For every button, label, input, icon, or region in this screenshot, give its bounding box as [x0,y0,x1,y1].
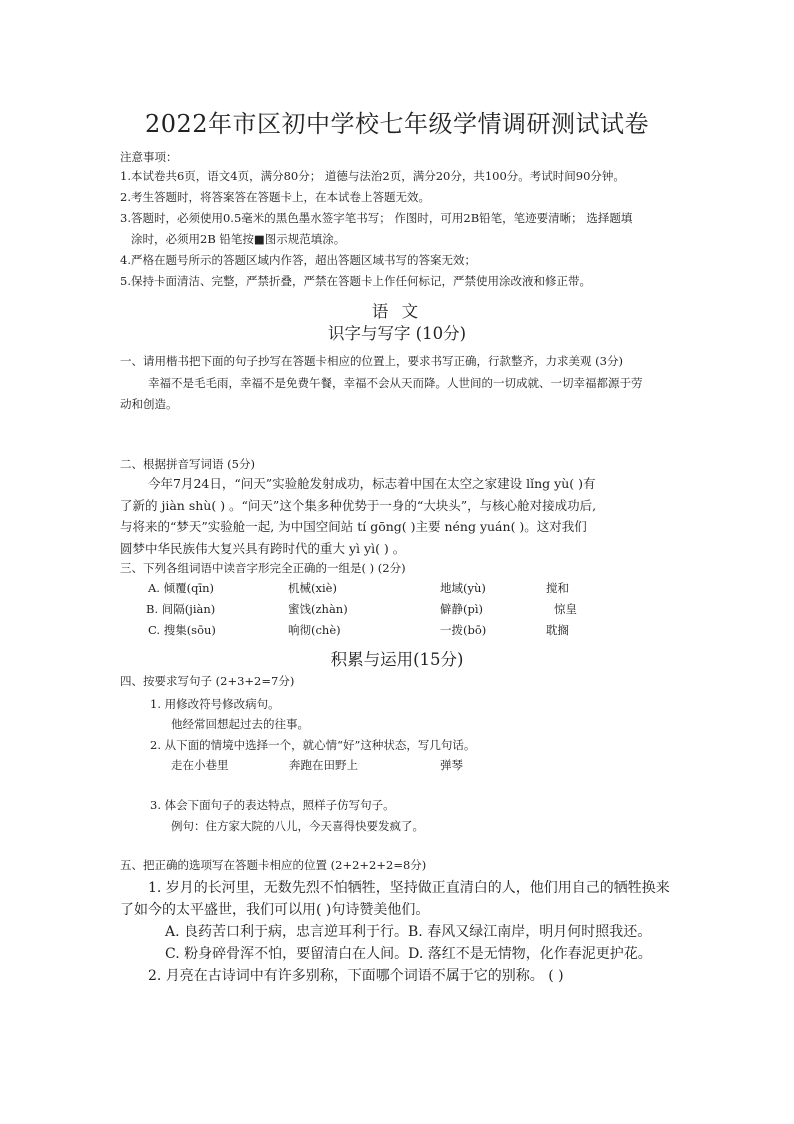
question-prompt: 一、请用楷书把下面的句子抄写在答题卡相应的位置上，要求书写正确，行款整齐，力求美观 (3分) [120,354,623,368]
answer-options: A. 良药苦口利于病，忠言逆耳利于行。B. 春风又绿江南岸，明月何时照我还。 [165,924,652,940]
subject-heading: 语 文 [371,302,423,321]
sub-question: 3. 体会下面句子的表达特点，照样子仿写句子。 [150,798,395,812]
question-text: 2. 月亮在古诗词中有许多别称，下面哪个词语不属于它的别称。 ( ) [148,968,564,984]
question-prompt: 三、下列各组词语中读音字形完全正确的一组是( ) (2分) [120,561,406,575]
option-cell: 一拨(bō) [440,623,487,637]
question-text: 今年7月24日，“问天”实验舱发射成功，标志着中国在太空之家建设 lǐng yù( )有 [148,476,596,491]
sub-question: 2. 从下面的情境中选择一个，就心情“好”这种状态，写几句话。 [150,738,476,752]
option-cell: A. 倾覆(qīn) [148,581,215,595]
scenario-option: 奔跑在田野上 [289,758,358,772]
question-text: 了如今的太平盛世，我们可以用( )句诗赞美他们。 [120,902,430,918]
section-heading: 识字与写字 (10分) [327,324,467,343]
option-cell: 搅和 [546,581,569,595]
notice-item: 4.严格在题号所示的答题区域内作答，超出答题区域书写的答案无效； [120,253,476,267]
notice-heading: 注意事项： [120,150,178,164]
notice-item: 5.保持卡面清洁、完整，严禁折叠，严禁在答题卡上作任何标记，严禁使用涂改液和修正带。 [120,274,591,288]
question-text: 与将来的“梦天”实验舱一起, 为中国空间站 tí gōng( )主要 néng yuán( )。这对我们 [120,519,587,534]
question-text: 动和创造。 [120,397,178,411]
question-text: 幸福不是毛毛雨，幸福不是免费午餐，幸福不会从天而降。人世间的一切成就、一切幸福都源于劳 [148,376,643,390]
option-cell: B. 间隔(jiàn) [146,602,216,616]
sub-question: 1. 用修改符号修改病句。 [150,697,280,711]
question-text: 圆梦中华民族伟大复兴具有跨时代的重大 yì yì( ) 。 [120,541,406,556]
option-cell: 耽搁 [546,623,569,637]
scenario-option: 弹琴 [440,758,463,772]
question-text: 1. 岁月的长河里，无数先烈不怕牺牲，坚持做正直清白的人，他们用自己的牺牲换来 [148,880,670,896]
question-text: 了新的 jiàn shù( ) 。“问天”这个集多种优势于一身的“大块头”，与核心舱对接成功后, [120,498,597,513]
exam-title: 2022年市区初中学校七年级学情调研测试试卷 [144,110,650,138]
option-cell: 地域(yù) [440,581,486,595]
option-cell: 机械(xiè) [288,581,337,595]
option-cell: 响彻(chè) [288,623,341,637]
option-cell: 惊皇 [554,602,577,616]
example-sentence: 例句：住方家大院的八儿，今天喜得快要发疯了。 [171,819,424,833]
option-cell: C. 搜集(sōu) [148,623,216,637]
question-prompt: 五、把正确的选项写在答题卡相应的位置 (2+2+2+2=8分) [120,858,427,872]
question-prompt: 四、按要求写句子 (2+3+2=7分) [120,674,295,688]
option-cell: 蜜饯(zhàn) [288,602,348,616]
notice-item: 涂时，必须用2B 铅笔按■图示规范填涂。 [131,232,346,246]
notice-item: 1.本试卷共6页，语文4页，满分80分； 道德与法治2页，满分20分，共100分。考试时间90分钟。 [120,169,625,183]
section-heading: 积累与运用(15分) [330,650,464,669]
notice-item: 2.考生答题时，将答案答在答题卡上，在本试卷上答题无效。 [120,190,430,204]
question-text: 他经常回想起过去的往事。 [171,717,309,731]
option-cell: 僻静(pì) [440,602,484,616]
scenario-option: 走在小巷里 [171,758,229,772]
notice-item: 3.答题时，必须使用0.5毫米的黑色墨水签字笔书写； 作图时，可用2B铅笔，笔迹要清晰； 选择题填 [120,211,633,225]
answer-options: C. 粉身碎骨浑不怕，要留清白在人间。D. 落红不是无情物，化作春泥更护花。 [165,946,652,962]
question-prompt: 二、根据拼音写词语 (5分) [120,457,255,471]
